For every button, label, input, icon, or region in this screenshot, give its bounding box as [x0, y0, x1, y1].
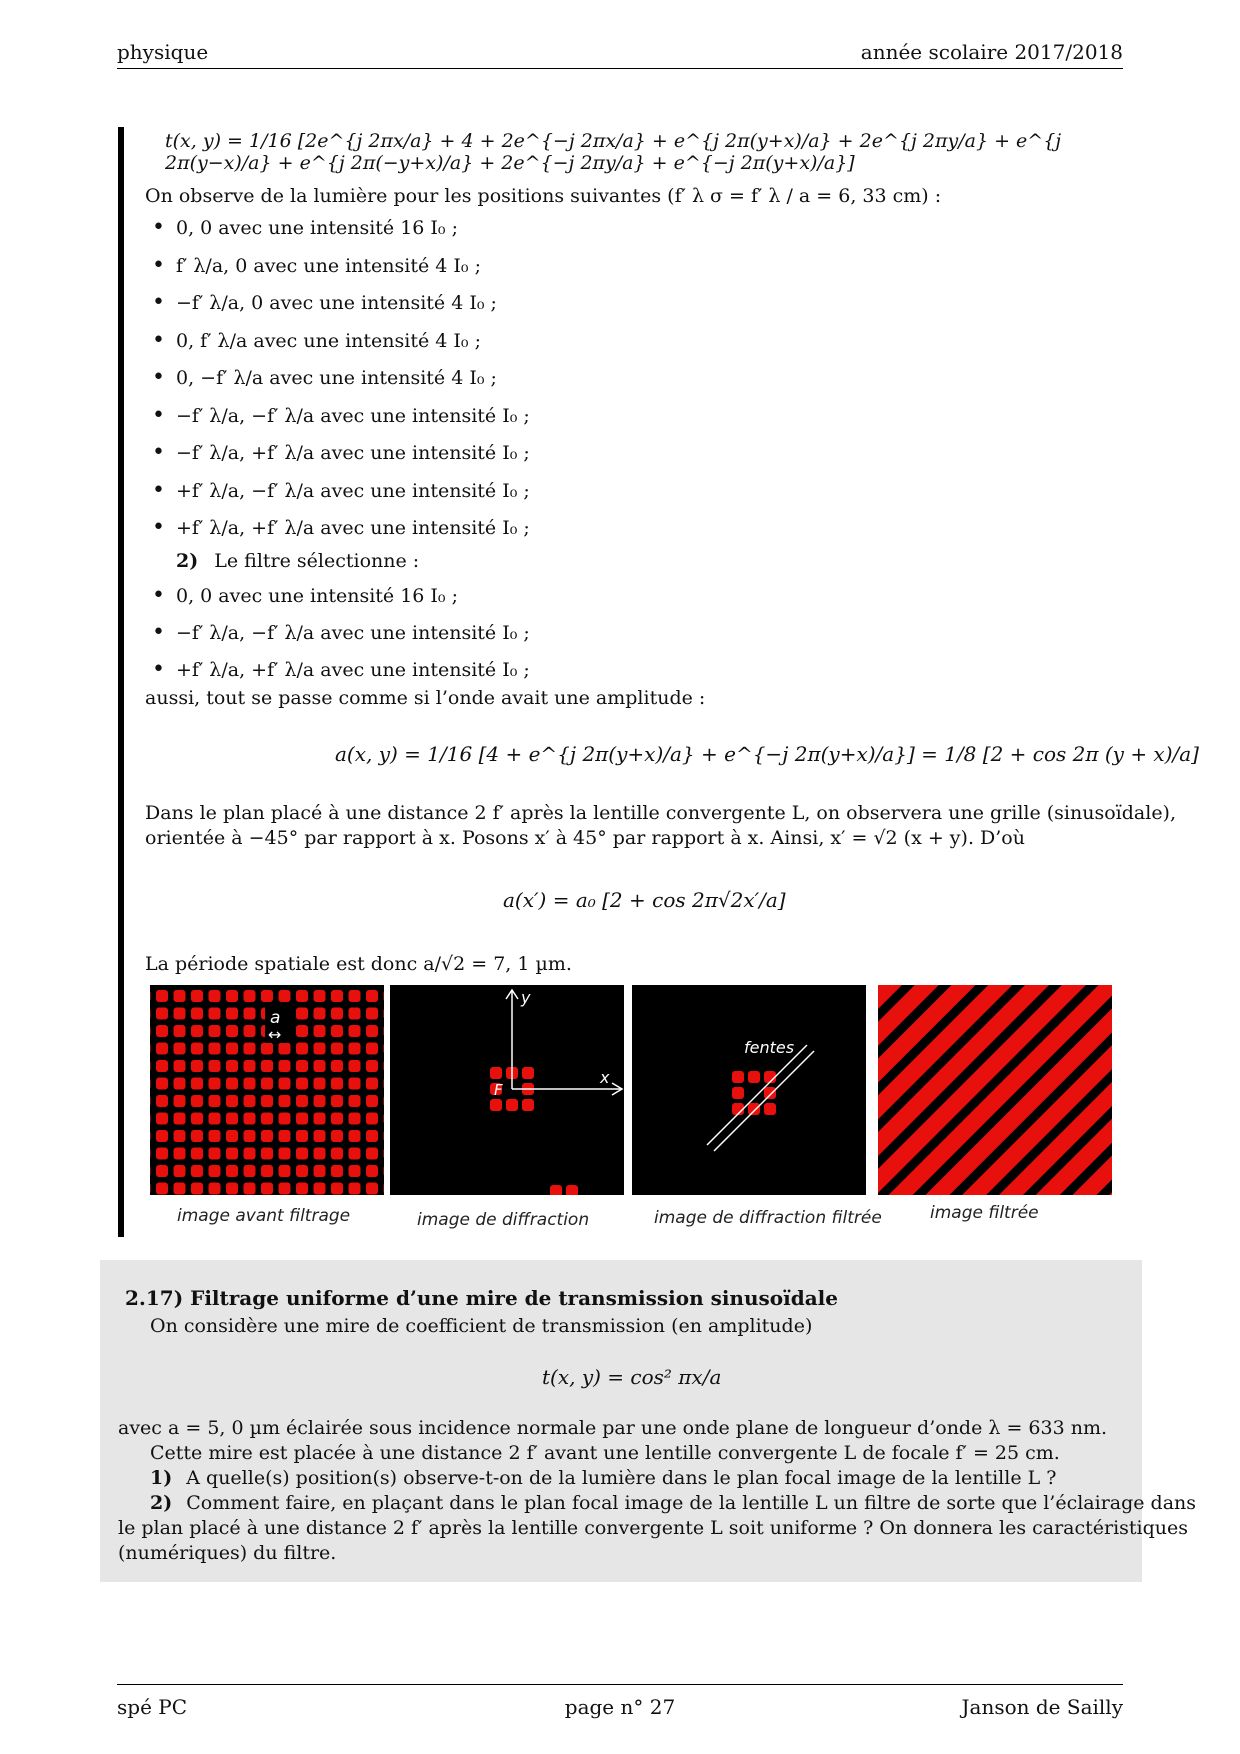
question-2-text: Le filtre sélectionne : [214, 550, 420, 572]
equation-transmission: t(x, y) = 1/16 [2e^{j 2πx/a} + 4 + 2e^{−j 2πx/a} + e^{j 2π(y+x)/a} + 2e^{j 2πy/a} + e^{j 2π(y−x)/a} + e^{j 2π(−y+x)/a} + 2e^{−j 2πy/a} + e^{−j 2π(y+x)/a}] [165, 130, 1062, 174]
list-item: • f′ λ/a, 0 avec une intensité 4 I₀ ; [152, 255, 530, 293]
observe-text: On observe de la lumière pour les positions suivantes (f′ λ σ = f′ λ / a = 6, 33 cm) : [145, 185, 942, 207]
figure-filtered-image [878, 985, 1112, 1195]
list-item: • 0, 0 avec une intensité 16 I₀ ; [152, 217, 530, 255]
diffraction-image [390, 985, 624, 1195]
period-label: a [270, 1008, 281, 1028]
figure-before-filter [150, 985, 384, 1195]
question-2-label: 2) [176, 550, 199, 572]
period-arrow-icon: ↔ [268, 1025, 282, 1044]
list-item: • +f′ λ/a, −f′ λ/a avec une intensité I₀ ; [152, 480, 530, 518]
footer-school: Janson de Sailly [961, 1695, 1123, 1719]
list-item: • 0, 0 avec une intensité 16 I₀ ; [152, 585, 530, 622]
list-item: • −f′ λ/a, −f′ λ/a avec une intensité I₀ ; [152, 622, 530, 659]
axis-x-label: x [600, 1068, 610, 1087]
exercise-title: 2.17) Filtrage uniforme d’une mire de transmission sinusoïdale [125, 1286, 838, 1310]
question-1-label: 1) [150, 1467, 173, 1489]
positions-list [152, 217, 530, 555]
periode-text: La période spatiale est donc a/√2 = 7, 1 µm. [145, 953, 572, 975]
list-item: • −f′ λ/a, −f′ λ/a avec une intensité I₀ ; [152, 405, 530, 443]
header-subject: physique [117, 40, 209, 64]
plan-text-2: orientée à −45° par rapport à x. Posons x′ à 45° par rapport à x. Ainsi, x′ = √2 (x + y). D’où [145, 827, 1025, 849]
axis-y-label: y [521, 988, 531, 1007]
exercise-question-2 [150, 1492, 1196, 1514]
correction-bar [118, 127, 124, 1237]
list-item: • 0, f′ λ/a avec une intensité 4 I₀ ; [152, 330, 530, 368]
equation-amplitude-xprime: a(x′) = a₀ [2 + cos 2π√2x′/a] [503, 888, 786, 912]
footer-page-number: page n° 27 [564, 1695, 676, 1719]
figure-filtered-diffraction [632, 985, 866, 1195]
caption-before-filter: image avant filtrage [177, 1206, 351, 1226]
exercise-equation: t(x, y) = cos² πx/a [542, 1365, 722, 1389]
caption-filtered-diffraction: image de diffraction filtrée [654, 1208, 882, 1228]
focus-label: F [494, 1081, 503, 1099]
exercise-line-2: Cette mire est placée à une distance 2 f′ avant une lentille convergente L de focale f′ = 25 cm. [150, 1442, 1060, 1464]
list-item: • −f′ λ/a, +f′ λ/a avec une intensité I₀ ; [152, 442, 530, 480]
equation-amplitude: a(x, y) = 1/16 [4 + e^{j 2π(y+x)/a} + e^{−j 2π(y+x)/a}] = 1/8 [2 + cos 2π (y + x)/a] [335, 742, 1199, 766]
slits-label: fentes [744, 1038, 795, 1057]
question-2-line [176, 550, 419, 572]
filter-list [152, 585, 530, 696]
list-item: • +f′ λ/a, +f′ λ/a avec une intensité I₀ ; [152, 659, 530, 696]
aussi-text: aussi, tout se passe comme si l’onde avait une amplitude : [145, 687, 706, 709]
filtered-diffraction-image [632, 985, 866, 1195]
question-2-text-b: le plan placé à une distance 2 f′ après la lentille convergente L soit uniforme ? On donnera les caractéristiques [118, 1517, 1189, 1539]
question-2-text-c: (numériques) du filtre. [118, 1542, 337, 1564]
footer-class: spé PC [117, 1695, 188, 1719]
plan-text-1: Dans le plan placé à une distance 2 f′ après la lentille convergente L, on observera une grille (sinusoïdale), [145, 802, 1177, 824]
list-item: • +f′ λ/a, +f′ λ/a avec une intensité I₀ ; [152, 517, 530, 555]
question-2-label: 2) [150, 1492, 173, 1514]
list-item: • −f′ λ/a, 0 avec une intensité 4 I₀ ; [152, 292, 530, 330]
caption-diffraction: image de diffraction [417, 1210, 590, 1230]
question-2-text-a: Comment faire, en plaçant dans le plan focal image de la lentille L un filtre de sorte que l’éclairage dans [186, 1492, 1197, 1514]
question-1-text: A quelle(s) position(s) observe-t-on de la lumière dans le plan focal image de la lentille L ? [186, 1467, 1057, 1489]
exercise-line-1: avec a = 5, 0 µm éclairée sous incidence normale par une onde plane de longueur d’onde λ = 633 nm. [118, 1417, 1108, 1439]
page-header [117, 38, 1123, 69]
exercise-box [100, 1260, 1197, 1582]
figure-diffraction [390, 985, 624, 1195]
dot-grid-image [150, 985, 384, 1195]
caption-filtered-image: image filtrée [930, 1203, 1039, 1223]
list-item: • 0, −f′ λ/a avec une intensité 4 I₀ ; [152, 367, 530, 405]
stripes-image [878, 985, 1112, 1195]
page-footer [117, 1684, 1123, 1725]
exercise-intro: On considère une mire de coefficient de transmission (en amplitude) [150, 1315, 813, 1337]
exercise-question-1 [150, 1467, 1056, 1489]
header-year: année scolaire 2017/2018 [860, 40, 1123, 64]
